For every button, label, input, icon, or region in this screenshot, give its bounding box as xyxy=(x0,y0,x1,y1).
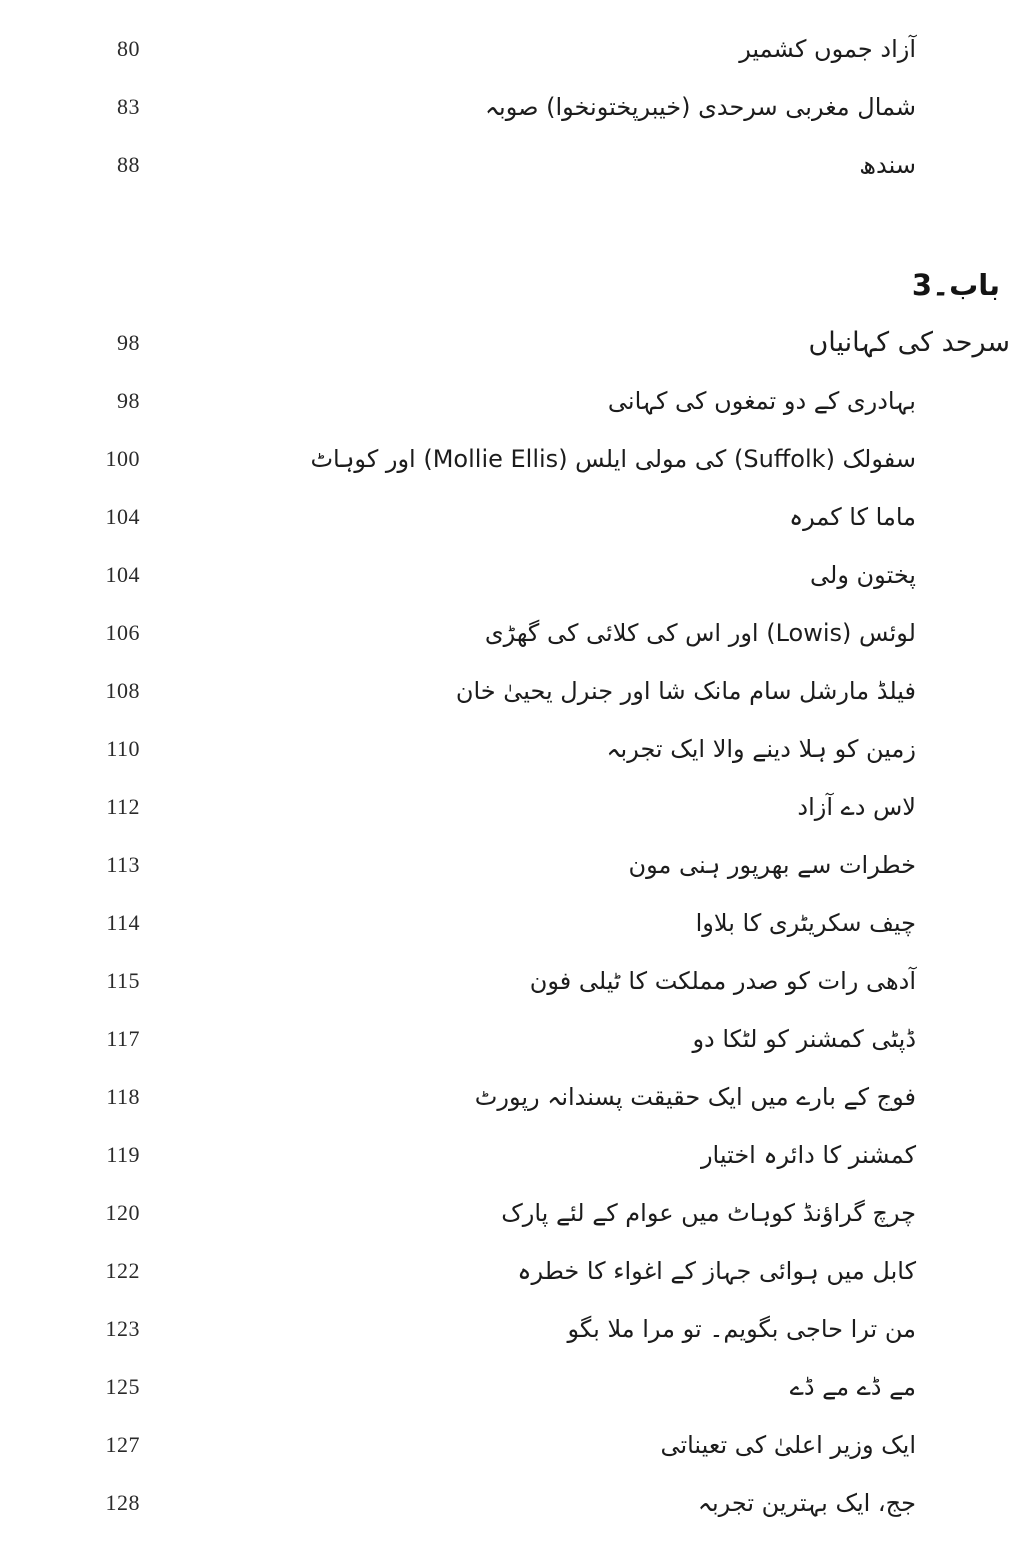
toc-entry-title: شمال مغربی سرحدی (خیبرپختونخوا) صوبہ xyxy=(484,92,916,121)
toc-row xyxy=(0,430,1024,488)
toc-page-number: 106 xyxy=(105,620,140,645)
toc-page-number: 122 xyxy=(105,1258,140,1283)
toc-row xyxy=(0,952,1024,1010)
toc-page-number: 100 xyxy=(105,446,140,471)
toc-entry-title: لاس دے آزاد xyxy=(797,792,916,821)
toc-entry-title: کابل میں ہوائی جہاز کے اغواء کا خطرہ xyxy=(517,1256,916,1285)
toc-row xyxy=(0,1184,1024,1242)
toc-row xyxy=(0,488,1024,546)
toc-row xyxy=(0,136,1024,194)
toc-row xyxy=(0,662,1024,720)
toc-page-number: 108 xyxy=(105,678,140,703)
toc-page-number: 114 xyxy=(106,910,140,935)
toc-row xyxy=(0,1242,1024,1300)
toc-entry-title: جج، ایک بہترین تجربہ xyxy=(697,1488,916,1517)
toc-entry-title: آزاد جموں کشمیر xyxy=(739,34,916,63)
toc-row xyxy=(0,836,1024,894)
toc-page-number: 125 xyxy=(105,1374,140,1399)
toc-entry-title: لوئس (Lowis) اور اس کی کلائی کی گھڑی xyxy=(484,618,916,647)
toc-entry-title: زمین کو ہلا دینے والا ایک تجربہ xyxy=(606,734,916,763)
toc-row xyxy=(0,1358,1024,1416)
toc-row xyxy=(0,894,1024,952)
toc-entry-title: چیف سکریٹری کا بلاوا xyxy=(695,908,916,937)
toc-entry-title: سفولک (Suffolk) کی مولی ایلس (Mollie Ellis) اور کوہاٹ xyxy=(310,444,916,473)
toc-entry-title: بہادری کے دو تمغوں کی کہانی xyxy=(607,386,916,415)
toc-page-number: 83 xyxy=(117,94,140,119)
toc-entry-title: چرچ گراؤنڈ کوہاٹ میں عوام کے لئے پارک xyxy=(501,1198,916,1227)
toc-entry-title: پختون ولی xyxy=(810,560,916,589)
toc-page-number: 115 xyxy=(106,968,140,993)
toc-entry-title: ماما کا کمرہ xyxy=(789,502,916,531)
toc-page-number: 110 xyxy=(106,736,140,761)
toc-row xyxy=(0,1416,1024,1474)
toc-page-number: 120 xyxy=(105,1200,140,1225)
toc-row xyxy=(0,546,1024,604)
toc-section-chapter-3-entries xyxy=(0,372,1024,1532)
toc-page-number: 88 xyxy=(117,152,140,177)
toc-row xyxy=(0,720,1024,778)
toc-row xyxy=(0,78,1024,136)
toc-entry-title: فوج کے بارے میں ایک حقیقت پسندانہ رپورٹ xyxy=(474,1082,916,1111)
toc-row xyxy=(0,1126,1024,1184)
toc-entry-title: خطرات سے بھرپور ہنی مون xyxy=(628,850,916,879)
toc-row-chapter-title xyxy=(0,314,1024,372)
toc-entry-title: فیلڈ مارشل سام مانک شا اور جنرل یحییٰ خان xyxy=(455,676,916,705)
toc-row xyxy=(0,1474,1024,1532)
toc-entry-title: کمشنر کا دائرہ اختیار xyxy=(700,1140,916,1169)
toc-row xyxy=(0,1300,1024,1358)
toc-entry-title: ایک وزیر اعلیٰ کی تعیناتی xyxy=(660,1430,916,1459)
toc-page-number: 113 xyxy=(106,852,140,877)
chapter-heading: باب۔3 xyxy=(911,268,1000,302)
toc-entry-title: سندھ xyxy=(859,150,916,179)
toc-row xyxy=(0,1068,1024,1126)
toc-entry-title: من ترا حاجی بگویم۔ تو مرا ملا بگو xyxy=(567,1314,916,1343)
toc-page-number: 112 xyxy=(106,794,140,819)
toc-row xyxy=(0,372,1024,430)
toc-page-number: 104 xyxy=(105,504,140,529)
toc-entry-title: آدھی رات کو صدر مملکت کا ٹیلی فون xyxy=(529,966,916,995)
toc-page-number: 80 xyxy=(117,36,140,61)
toc-page-number: 128 xyxy=(105,1490,140,1515)
toc-row xyxy=(0,778,1024,836)
toc-page-number: 127 xyxy=(105,1432,140,1457)
toc-page-number: 118 xyxy=(106,1084,140,1109)
toc-entry-title: سرحد کی کہانیاں xyxy=(808,326,1010,358)
toc-entry-title: ڈپٹی کمشنر کو لٹکا دو xyxy=(692,1024,916,1053)
toc-row xyxy=(0,20,1024,78)
toc-page-number: 123 xyxy=(105,1316,140,1341)
toc-section-provinces xyxy=(0,0,1024,194)
toc-page-number: 98 xyxy=(117,388,140,413)
toc-row xyxy=(0,1010,1024,1068)
toc-page-number: 119 xyxy=(106,1142,140,1167)
toc-page-number: 98 xyxy=(117,330,140,355)
toc-row xyxy=(0,604,1024,662)
toc-page-number: 117 xyxy=(106,1026,140,1051)
toc-entry-title: مے ڈے مے ڈے xyxy=(789,1372,916,1401)
toc-page-number: 104 xyxy=(105,562,140,587)
